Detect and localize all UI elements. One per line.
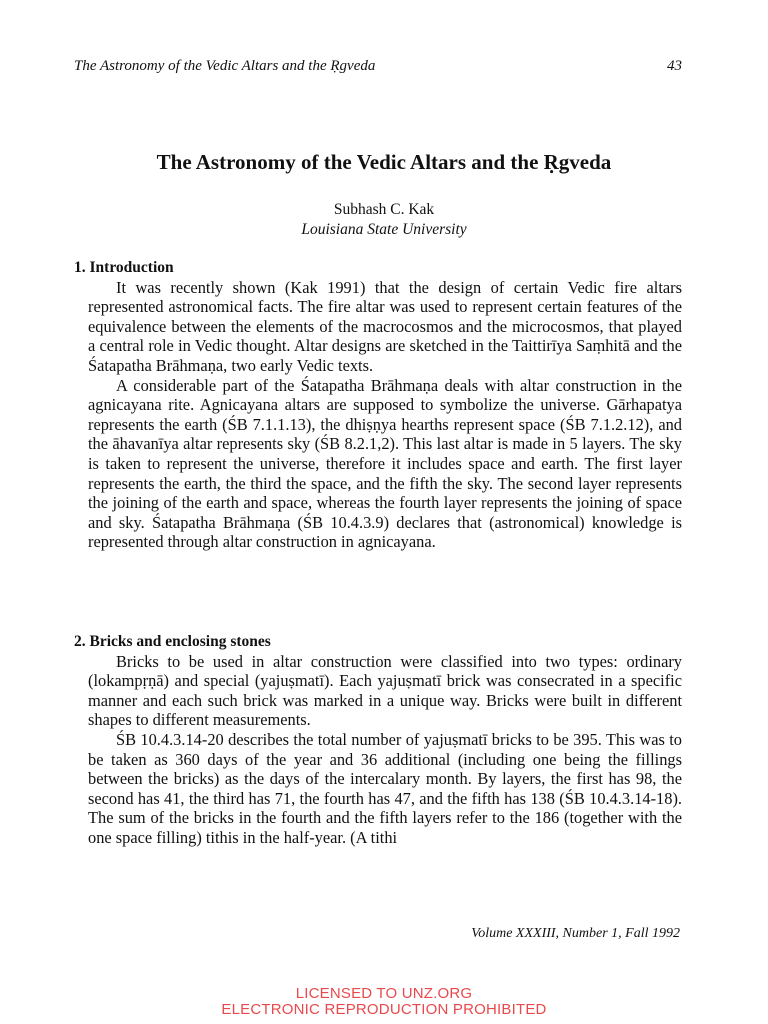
- paragraph: Bricks to be used in altar construction were classified into two types: ordinary (lokampṛṇā) and special (yajuṣmatī). Each yajuṣmatī brick was consecrated in a specific manner and each such brick was marked in a unique way. Bricks were built in different shapes to different measurements.: [88, 651, 682, 730]
- journal-footer: Volume XXXIII, Number 1, Fall 1992: [471, 926, 680, 941]
- running-header: [74, 58, 682, 75]
- section-introduction: [74, 258, 682, 552]
- license-watermark: [0, 986, 768, 1018]
- license-line-2: ELECTRONIC REPRODUCTION PROHIBITED: [221, 1001, 547, 1018]
- section-bricks: [74, 632, 682, 848]
- license-line-1: LICENSED TO UNZ.ORG: [295, 985, 473, 1002]
- section-heading: 2. Bricks and enclosing stones: [74, 633, 271, 650]
- article-title: The Astronomy of the Vedic Altars and the Ṛgveda: [156, 150, 612, 174]
- section-heading: 1. Introduction: [74, 259, 174, 276]
- author-name: Subhash C. Kak: [333, 201, 435, 218]
- author-affiliation: Louisiana State University: [301, 221, 467, 238]
- page-number: 43: [667, 58, 682, 74]
- paragraph: It was recently shown (Kak 1991) that the design of certain Vedic fire altars represented astronomical facts. The fire altar was used to represent certain features of the equivalence between the elements of the macrocosmos and the microcosmos, that played a central role in Vedic thought. Altar designs are sketched in the Taittirīya Saṃhitā and the Śatapatha Brāhmaṇa, two early Vedic texts.: [88, 277, 682, 375]
- paragraph: ŚB 10.4.3.14-20 describes the total number of yajuṣmatī bricks to be 395. This was to be taken as 360 days of the year and 36 additional (including one being the fillings between the bricks) as the days of the intercalary month. By layers, the first has 98, the second has 41, the third has 71, the fourth has 47, and the fifth has 138 (ŚB 10.4.3.14-18). The sum of the bricks in the fourth and the fifth layers refer to the 186 (together with the one space filling) tithis in the half-year. (A tithi: [88, 729, 682, 847]
- paragraph: A considerable part of the Śatapatha Brāhmaṇa deals with altar construction in the agnicayana rite. Agnicayana altars are supposed to symbolize the universe. Gārhapatya represents the earth (ŚB 7.1.1.13), the dhiṣṇya hearths represent space (ŚB 7.1.2.12), and the āhavanīya altar represents sky (ŚB 8.2.1,2). This last altar is made in 5 layers. The sky is taken to represent the universe, therefore it includes space and earth. The first layer represents the earth, the third the space, and the fifth the sky. The second layer represents the joining of the earth and space, whereas the fourth layer represents the joining of space and sky. Śatapatha Brāhmaṇa (ŚB 10.4.3.9) declares that (astronomical) knowledge is represented through altar construction in agnicayana.: [88, 375, 682, 552]
- author-block: [0, 200, 768, 240]
- running-title: The Astronomy of the Vedic Altars and the Ṛgveda: [74, 58, 376, 74]
